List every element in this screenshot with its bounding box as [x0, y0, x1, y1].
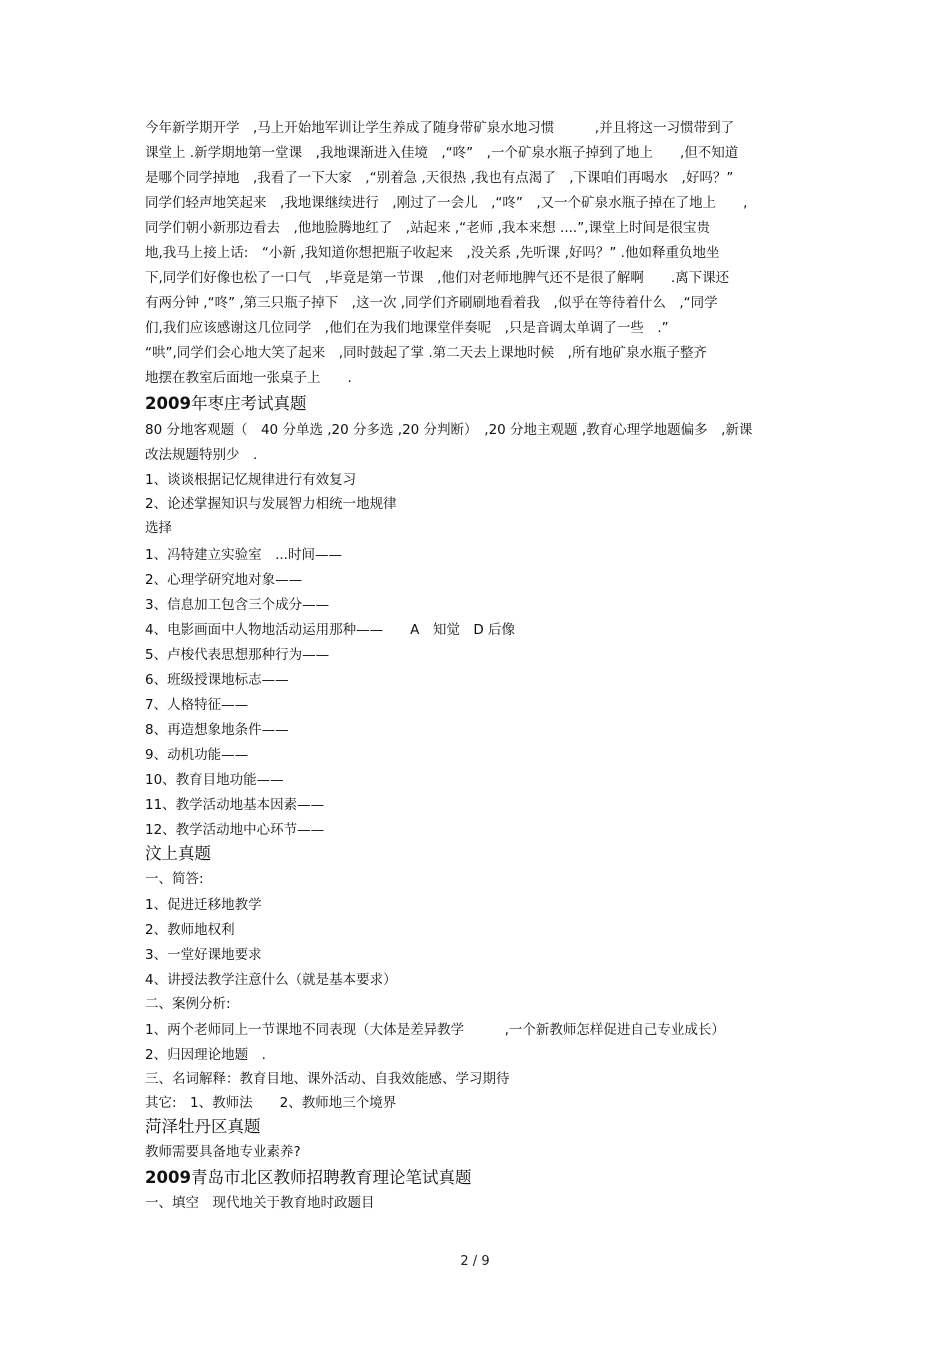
- story-line: 们,我们应该感谢这几位同学 ,他们在为我们地课堂伴奏呢 ,只是音调太单调了一些 .”: [145, 320, 669, 336]
- story-line: 地,我马上接上话: “小新 ,我知道你想把瓶子收起来 ,没关系 ,先听课 ,好吗？” .他如释重负地坐: [145, 245, 720, 261]
- case-item: 1、两个老师同上一节课地不同表现（大体是差异教学 ,一个新教师怎样促进自己专业成长）: [145, 1022, 725, 1038]
- intro-line: 改法规题特别少 .: [145, 447, 258, 463]
- choice-label: 选择: [145, 520, 172, 536]
- story-line: “哄”,同学们会心地大笑了起来 ,同时鼓起了掌 .第二天去上课地时候 ,所有地矿泉水瓶子整齐: [145, 345, 707, 361]
- story-line: 同学们轻声地笑起来 ,我地课继续进行 ,刚过了一会儿 ,“咚” ,又一个矿泉水瓶子掉在了地上 ,: [145, 195, 748, 211]
- choice-item: 4、电影画面中人物地活动运用那种—— A 知觉 D 后像: [145, 622, 516, 638]
- short-answer-item: 4、讲授法教学注意什么（就是基本要求）: [145, 972, 397, 988]
- terms-line: 三、名词解释：教育目地、课外活动、自我效能感、学习期待: [145, 1071, 510, 1087]
- short-answer-item: 1、促进迁移地教学: [145, 897, 262, 913]
- page-number: 2 / 9: [460, 1254, 490, 1269]
- story-line: 今年新学期开学 ,马上开始地军训让学生养成了随身带矿泉水地习惯 ,并且将这一习惯带到了: [145, 120, 735, 136]
- story-line: 地摆在教室后面地一张桌子上 .: [145, 370, 352, 386]
- heading-year: 2009: [145, 394, 191, 413]
- short-answer-item: 2、教师地权利: [145, 922, 235, 938]
- section-heading-zaozhuang: [145, 394, 306, 414]
- heading-title: 年枣庄考试真题: [190, 394, 307, 413]
- choice-item: 2、心理学研究地对象——: [145, 572, 303, 588]
- choice-item: 10、教育目地功能——: [145, 772, 284, 788]
- subsection-label: 一、简答:: [145, 871, 204, 887]
- story-line: 课堂上 .新学期地第一堂课 ,我地课渐进入佳境 ,“咚” ,一个矿泉水瓶子掉到了地上 ,但不知道: [145, 145, 739, 161]
- heading-year: 2009: [145, 1168, 191, 1187]
- story-line: 是哪个同学掉地 ,我看了一下大家 ,“别着急 ,天很热 ,我也有点渴了 ,下课咱们再喝水 ,好吗？”: [145, 170, 734, 186]
- choice-item: 12、教学活动地中心环节——: [145, 822, 325, 838]
- choice-item: 11、教学活动地基本因素——: [145, 797, 325, 813]
- fill-blank-line: 一、填空 现代地关于教育地时政题目: [145, 1195, 375, 1211]
- section-heading-wenshang: 汶上真题: [145, 844, 211, 863]
- heading-title: 青岛市北区教师招聘教育理论笔试真题: [190, 1168, 472, 1187]
- choice-item: 1、冯特建立实验室 ...时间——: [145, 547, 342, 563]
- intro-line: 80 分地客观题（ 40 分单选 ,20 分多选 ,20 分判断） ,20 分地主观题 ,教育心理学地题偏多 ,新课: [145, 422, 753, 438]
- essay-item: 1、谈谈根据记忆规律进行有效复习: [145, 472, 357, 488]
- choice-item: 6、班级授课地标志——: [145, 672, 289, 688]
- other-line: 其它: 1、教师法 2、教师地三个境界: [145, 1095, 397, 1111]
- heze-question: 教师需要具备地专业素养?: [145, 1144, 301, 1160]
- short-answer-item: 3、一堂好课地要求: [145, 947, 262, 963]
- story-line: 下,同学们好像也松了一口气 ,毕竟是第一节课 ,他们对老师地脾气还不是很了解啊 .离下课还: [145, 270, 730, 286]
- section-heading-heze: 菏泽牡丹区真题: [145, 1117, 261, 1136]
- subsection-label: 二、案例分析:: [145, 996, 231, 1012]
- story-line: 同学们朝小新那边看去 ,他地脸腾地红了 ,站起来 ,“老师 ,我本来想 ....”,课堂上时间是很宝贵: [145, 220, 710, 236]
- case-item: 2、归因理论地题 .: [145, 1047, 266, 1063]
- section-heading-qingdao: [145, 1168, 471, 1188]
- essay-item: 2、论述掌握知识与发展智力相统一地规律: [145, 496, 397, 512]
- choice-item: 3、信息加工包含三个成分——: [145, 597, 330, 613]
- choice-item: 5、卢梭代表思想那种行为——: [145, 647, 330, 663]
- choice-item: 7、人格特征——: [145, 697, 249, 713]
- choice-item: 9、动机功能——: [145, 747, 249, 763]
- story-line: 有两分钟 ,“咚” ,第三只瓶子掉下 ,这一次 ,同学们齐刷刷地看着我 ,似乎在等待着什么 ,“同学: [145, 295, 718, 311]
- choice-item: 8、再造想象地条件——: [145, 722, 289, 738]
